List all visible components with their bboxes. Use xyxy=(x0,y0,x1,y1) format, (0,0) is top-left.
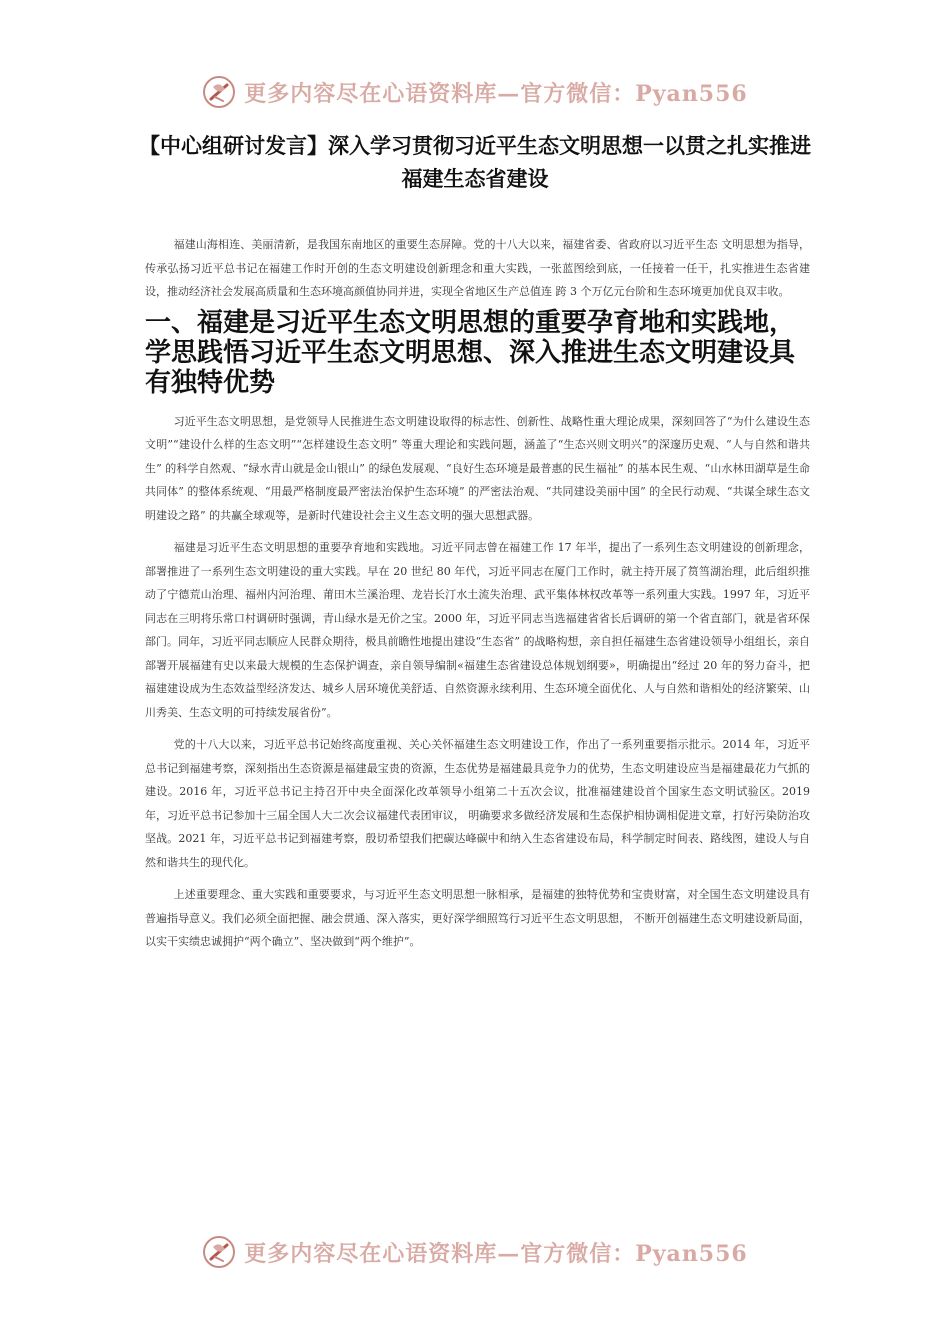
document-body xyxy=(145,233,810,963)
footer-banner-inner xyxy=(202,1235,748,1269)
body-paragraph-3: 党的十八大以来，习近平总书记始终高度重视、关心关怀福建生态文明建设工作，作出了一系列重要指示批示。2014 年，习近平总书记到福建考察，深刻指出生态资源是福建最宝贵的资源，生态优势是福建最具竞争力的优势，生态文明建设应当是福建最花力气抓的建设。2016 年，习近平总书记主持召开中央全面深化改革领导小组第二十五次会议，批准福建建设首个国家生态文明试验区。2019 年，习近平总书记参加十三届全国人大二次会议福建代表团审议， 明确要求多做经济发展和生态保护相协调相促进文章，打好污染防治攻坚战。2021 年，习近平总书记到福建考察，殷切希望我们把碳达峰碳中和纳入生态省建设布局，科学制定时间表、路线图，建设人与自然和谐共生的现代化。 xyxy=(145,738,810,869)
footer-banner-text: 更多内容尽在心语资料库—官方微信：Pyan556 xyxy=(244,1240,748,1267)
body-paragraph-4: 上述重要理念、重大实践和重要要求，与习近平生态文明思想一脉相承，是福建的独特优势和宝贵财富，对全国生态文明建设具有普遍指导意义。我们必须全面把握、融会贯通、深入落实，更好深学细照笃行习近平生态文明思想， 不断开创福建生态文明建设新局面，以实干实绩忠诚拥护“两个确立”、坚决做到“两个维护”。 xyxy=(145,888,810,948)
header-banner-inner xyxy=(202,75,748,109)
section-heading-1: 一、福建是习近平生态文明思想的重要孕育地和实践地，学思践悟习近平生态文明思想、深入推进生态文明建设具有独特优势 xyxy=(145,307,796,398)
header-banner xyxy=(0,72,950,112)
document-title: 【中心组研讨发言】深入学习贯彻习近平生态文明思想一以贯之扎实推进福建生态省建设 xyxy=(139,134,811,191)
footer-banner xyxy=(0,1232,950,1272)
body-paragraph-2: 福建是习近平生态文明思想的重要孕育地和实践地。习近平同志曾在福建工作 17 年半，提出了一系列生态文明建设的创新理念，部署推进了一系列生态文明建设的重大实践。早在 20 世纪 80 年代，习近平同志在厦门工作时，就主持开展了筼筜湖治理，此后组织推动了宁德荒山治理、福州内河治理、莆田木兰溪治理、龙岩长汀水土流失治理、武平集体林权改革等一系列重大实践。1997 年，习近平同志在三明将乐常口村调研时强调，青山绿水是无价之宝。2000 年，习近平同志当选福建省省长后调研的第一个省直部门，就是省环保部门。同年，习近平同志顺应人民群众期待，极具前瞻性地提出建设“生态省” 的战略构想，亲自担任福建生态省建设领导小组组长，亲自部署开展福建有史以来最大规模的生态保护调查，亲自领导编制«福建生态省建设总体规划纲要»，明确提出“经过 20 年的努力奋斗，把福建建设成为生态效益型经济发达、城乡人居环境优美舒适、自然资源永续利用、生态环境全面优化、人与自然和谐相处的经济繁荣、山川秀美、生态文明的可持续发展省份”。 xyxy=(145,541,810,719)
header-banner-text: 更多内容尽在心语资料库—官方微信：Pyan556 xyxy=(244,80,748,107)
ribbon-cross-logo-icon xyxy=(202,1235,236,1269)
body-paragraph-1: 习近平生态文明思想，是党领导人民推进生态文明建设取得的标志性、创新性、战略性重大理论成果，深刻回答了“为什么建设生态文明”“建设什么样的生态文明”“怎样建设生态文明” 等重大理论和实践问题，涵盖了“生态兴则文明兴”的深邃历史观、“人与自然和谐共生” 的科学自然观、“绿水青山就是金山银山” 的绿色发展观、“良好生态环境是最普惠的民生福祉” 的基本民生观、“山水林田湖草是生命共同体” 的整体系统观、“用最严格制度最严密法治保护生态环境” 的严密法治观、“共同建设美丽中国” 的全民行动观、“共谋全球生态文明建设之路” 的共赢全球观等，是新时代建设社会主义生态文明的强大思想武器。 xyxy=(145,414,810,522)
ribbon-cross-logo-icon xyxy=(202,75,236,109)
intro-paragraph: 福建山海相连、美丽清新，是我国东南地区的重要生态屏障。党的十八大以来，福建省委、省政府以习近平生态 文明思想为指导，传承弘扬习近平总书记在福建工作时开创的生态文明建设创新理念和重大实践，一张蓝图绘到底，一任接着一任干，扎实推进生态省建设，推动经济社会发展高质量和生态环境高颜值协同并进，实现全省地区生产总值连 跨 3 个万亿元台阶和生态环境更加优良双丰收。 xyxy=(145,238,810,298)
